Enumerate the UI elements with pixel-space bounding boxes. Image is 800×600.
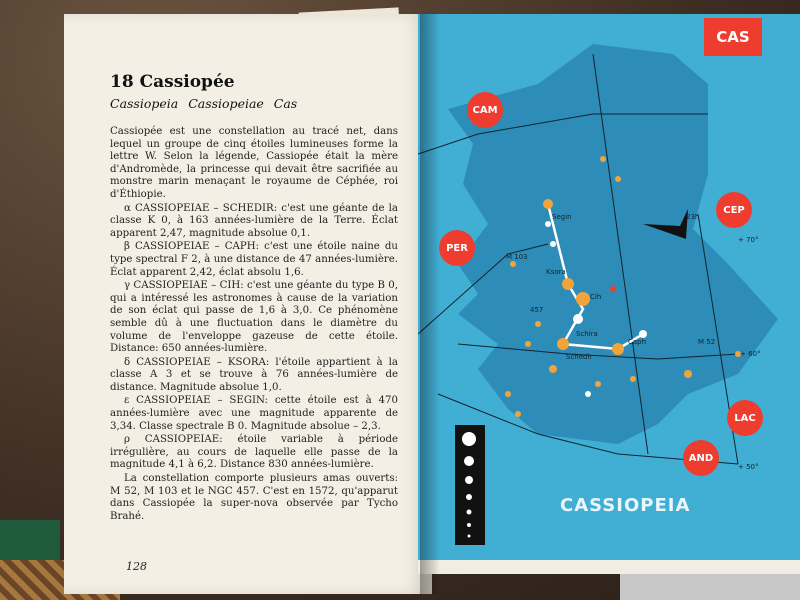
- paragraph: γ CASSIOPEIAE – CIH: c'est une géante du type B 0, qui a intéressé les astronomes à cause de la variation de son éclat qui passe de 1,6 à 3,0. Ce phénomène semble dû à une fluctuation dans le diamètre du volume de l'enveloppe gazeuse de cette étoile. Distance: 650 années-lumière.: [110, 280, 398, 355]
- body-text: [110, 126, 398, 524]
- neighbor-badge-cam: CAM: [467, 92, 503, 128]
- star-schedir: [557, 338, 569, 350]
- label-dec-70: + 70°: [738, 236, 759, 244]
- page-number: 128: [126, 560, 147, 573]
- page-subtitle: Cassiopeia Cassiopeiae Cas: [110, 96, 298, 111]
- paragraph: Cassiopée est une constellation au tracé net, dans lequel un groupe de cinq étoiles lumineuses forme la lettre W. Selon la légende, Cassiopée était la mère d'Andromède, la princesse qui devait être sacrifiée au monstre marin menaçant le royaume de Céphée, roi d'Éthiopie.: [110, 126, 398, 200]
- paragraph: La constellation comporte plusieurs amas ouverts: M 52, M 103 et le NGC 457. C'est en 1572, qu'apparut dans Cassiopée la super-nova observée par Tycho Brahé.: [110, 473, 398, 522]
- label-dec-60: + 60°: [740, 350, 761, 358]
- label-457: 457: [530, 306, 544, 314]
- label-caph: Caph: [628, 338, 647, 346]
- book-spine-shadow: [420, 14, 440, 594]
- page-title: 18 Cassiopée: [110, 72, 235, 92]
- paragraph: δ CASSIOPEIAE – KSORA: l'étoile appartient à la classe A 3 et se trouve à 76 années-lumière de distance. Magnitude absolue 1,0.: [110, 356, 398, 393]
- label-schira: Schira: [576, 330, 598, 338]
- paragraph: β CASSIOPEIAE – CAPH: c'est une étoile naine du type spectral F 2, à une distance de 47 années-lumière. Éclat apparent 2,42, éclat absolu 1,6.: [110, 241, 398, 278]
- map-title: CASSIOPEIA: [560, 495, 691, 516]
- red-star: [610, 286, 616, 292]
- label-dec-50: + 50°: [738, 463, 759, 471]
- label-m52: M 52: [698, 338, 716, 346]
- label-m103: M 103: [506, 253, 528, 261]
- neighbor-badge-per: PER: [439, 230, 475, 266]
- star-cih: [576, 292, 590, 306]
- label-cih: Cih: [590, 293, 602, 301]
- star-segin: [543, 199, 553, 209]
- neighbor-badge-lac: LAC: [727, 400, 763, 436]
- star-caph: [612, 343, 624, 355]
- paragraph: ρ CASSIOPEIAE: étoile variable à période irrégulière, au cours de laquelle elle passe de la magnitude 4,1 à 6,2. Distance 830 années-lumière.: [110, 434, 398, 471]
- paragraph: ε CASSIOPEIAE – SEGIN: cette étoile est à 470 années-lumière avec une magnitude apparente de 3,34. Classe spectrale B 0. Magnitude absolue – 2,3.: [110, 395, 398, 432]
- label-23h: 23h: [686, 213, 700, 221]
- cas-corner-badge: CAS: [704, 18, 762, 56]
- neighbor-badge-cep: CEP: [716, 192, 752, 228]
- magnitude-legend: [455, 425, 485, 545]
- neighbor-badge-and: AND: [683, 440, 719, 476]
- star-ksora: [562, 278, 574, 290]
- label-ksora: Ksora: [546, 268, 566, 276]
- paragraph: α CASSIOPEIAE – SCHEDIR: c'est une géante de la classe K 0, à 163 années-lumière de la Terre. Éclat apparent 2,47, magnitude absolue 0,1.: [110, 202, 398, 239]
- label-schedir: Schedir: [566, 353, 593, 361]
- label-segin: Segin: [552, 213, 572, 221]
